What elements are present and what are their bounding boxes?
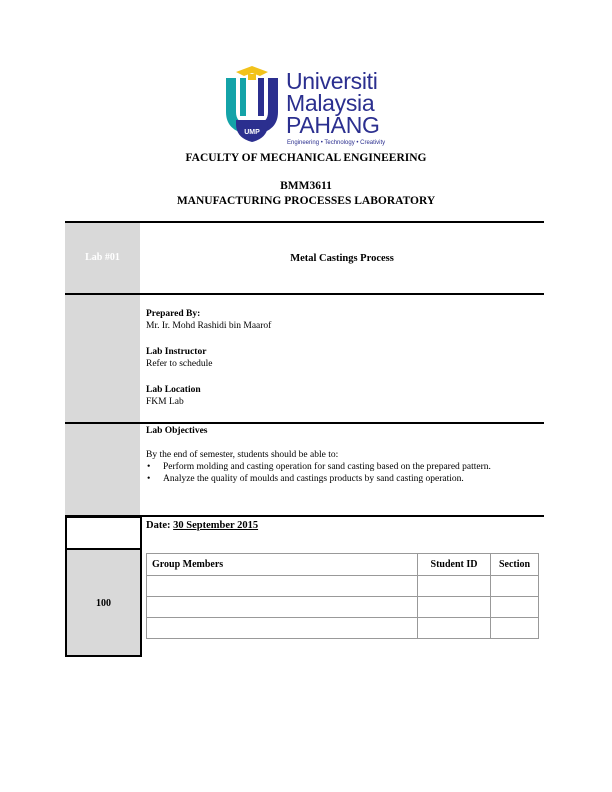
header-group-members: Group Members bbox=[147, 554, 418, 576]
objective-item bbox=[146, 473, 538, 485]
objective-text-1: Perform molding and casting operation for sand casting based on the prepared pattern. bbox=[163, 462, 491, 472]
score-box bbox=[65, 516, 142, 657]
lab-instructor-label: Lab Instructor bbox=[146, 347, 207, 357]
logo-line-2: Malaysia bbox=[286, 90, 375, 116]
course-name: MANUFACTURING PROCESSES LABORATORY bbox=[176, 195, 436, 207]
section-cell[interactable] bbox=[491, 597, 539, 618]
table-row bbox=[147, 576, 539, 597]
objectives-intro: By the end of semester, students should be able to: bbox=[146, 450, 339, 460]
svg-text:UMP: UMP bbox=[244, 129, 260, 136]
date-label: Date: bbox=[146, 520, 171, 531]
student-id-cell[interactable] bbox=[418, 618, 491, 639]
bullet-icon: • bbox=[147, 474, 151, 484]
section-cell[interactable] bbox=[491, 576, 539, 597]
member-name-cell[interactable] bbox=[147, 618, 418, 639]
objective-item bbox=[146, 461, 538, 473]
logo-line-3: PAHANG bbox=[286, 112, 380, 138]
prepared-by-value: Mr. Ir. Mohd Rashidi bin Maarof bbox=[146, 321, 272, 331]
university-logo bbox=[222, 64, 397, 154]
info-block bbox=[146, 308, 271, 408]
table-header-row bbox=[147, 554, 539, 576]
lab-number: Lab #01 bbox=[85, 252, 120, 263]
course-code: BMM3611 bbox=[280, 180, 332, 192]
submission-date bbox=[146, 520, 258, 531]
table-row bbox=[147, 618, 539, 639]
objectives-block bbox=[146, 425, 538, 485]
objectives-label: Lab Objectives bbox=[146, 426, 208, 436]
divider-top bbox=[65, 221, 544, 223]
group-members-table bbox=[146, 553, 539, 639]
logo-tagline: Engineering • Technology • Creativity bbox=[287, 140, 386, 146]
objective-text-2: Analyze the quality of moulds and castings products by sand casting operation. bbox=[163, 474, 464, 484]
table-row bbox=[147, 597, 539, 618]
student-id-cell[interactable] bbox=[418, 597, 491, 618]
member-name-cell[interactable] bbox=[147, 576, 418, 597]
section-cell[interactable] bbox=[491, 618, 539, 639]
lab-location-value: FKM Lab bbox=[146, 397, 184, 407]
prepared-by-label: Prepared By: bbox=[146, 309, 201, 319]
faculty-title: FACULTY OF MECHANICAL ENGINEERING bbox=[185, 152, 427, 164]
lab-location-label: Lab Location bbox=[146, 385, 201, 395]
date-value: 30 September 2015 bbox=[173, 520, 259, 531]
lab-instructor-value: Refer to schedule bbox=[146, 359, 213, 369]
total-score: 100 bbox=[96, 598, 111, 609]
divider-lab-title bbox=[65, 293, 544, 295]
student-id-cell[interactable] bbox=[418, 576, 491, 597]
left-shaded-column bbox=[65, 222, 140, 516]
ump-emblem-icon bbox=[222, 64, 282, 144]
logo-wordmark bbox=[286, 70, 380, 136]
bullet-icon: • bbox=[147, 462, 151, 472]
lab-title: Metal Castings Process bbox=[290, 253, 394, 264]
score-box-header bbox=[67, 518, 140, 550]
header-section: Section bbox=[491, 554, 539, 576]
divider-info bbox=[65, 422, 544, 424]
header-student-id: Student ID bbox=[418, 554, 491, 576]
member-name-cell[interactable] bbox=[147, 597, 418, 618]
logo-line-1: Universiti bbox=[286, 68, 378, 94]
